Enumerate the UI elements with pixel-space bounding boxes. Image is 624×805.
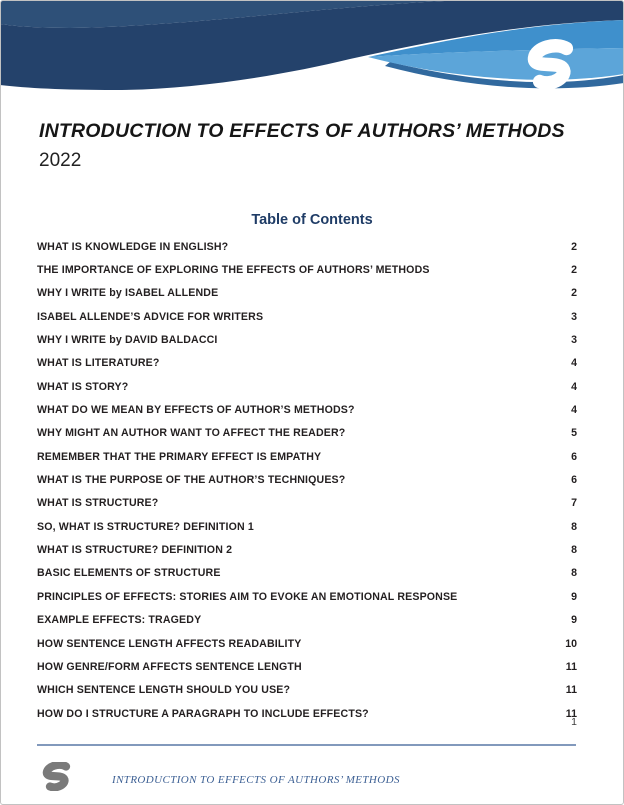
toc-row [37,258,577,281]
footer-divider [37,744,576,746]
page-title: INTRODUCTION TO EFFECTS OF AUTHORS’ METHODS [39,120,565,142]
toc-entry-page: 11 [565,707,577,720]
toc-row [37,702,577,725]
toc-entry-label: WHICH SENTENCE LENGTH SHOULD YOU USE? [37,684,291,697]
toc-row [37,235,577,258]
toc-entry-page: 2 [571,264,577,277]
toc-entry-page: 7 [571,497,577,510]
toc-entry-page: 6 [571,474,577,487]
toc-entry-label: WHY I WRITE by ISABEL ALLENDE [37,287,219,300]
toc-entry-page: 8 [571,520,577,533]
toc-row [37,375,577,398]
toc-row [37,352,577,375]
toc-entry-page: 4 [571,404,577,417]
toc-row [37,282,577,305]
toc-row [37,492,577,515]
toc-entry-label: REMEMBER THAT THE PRIMARY EFFECT IS EMPATHY [37,450,322,463]
toc-entry-label: EXAMPLE EFFECTS: TRAGEDY [37,614,202,627]
toc-row [37,538,577,561]
toc-entry-label: WHY MIGHT AN AUTHOR WANT TO AFFECT THE READER? [37,427,346,440]
toc-row [37,328,577,351]
toc-row [37,609,577,632]
toc-entry-label: HOW SENTENCE LENGTH AFFECTS READABILITY [37,637,302,650]
toc-entry-label: WHAT IS STORY? [37,380,129,393]
footer-s-logo-icon [39,762,77,791]
header-s-logo-icon [533,44,572,85]
toc-entry-page: 2 [571,287,577,300]
page-number: 1 [571,716,577,728]
toc-entry-label: THE IMPORTANCE OF EXPLORING THE EFFECTS OF AUTHORS’ METHODS [37,264,430,277]
toc-entry-label: WHAT DO WE MEAN BY EFFECTS OF AUTHOR’S METHODS? [37,404,355,417]
toc-entry-page: 9 [571,590,577,603]
toc-row [37,398,577,421]
toc-row [37,468,577,491]
toc-row [37,562,577,585]
toc-entry-page: 5 [571,427,577,440]
toc-row [37,445,577,468]
toc-row [37,305,577,328]
toc-entry-page: 4 [571,380,577,393]
toc-heading: Table of Contents [251,212,373,228]
toc-entry-page: 11 [565,684,577,697]
toc-row [37,655,577,678]
toc-entry-page: 8 [571,567,577,580]
toc-row [37,585,577,608]
table-of-contents [37,235,577,725]
page-year: 2022 [39,150,82,171]
toc-entry-page: 2 [571,240,577,253]
toc-entry-label: WHAT IS STRUCTURE? DEFINITION 2 [37,544,233,557]
toc-entry-label: WHAT IS THE PURPOSE OF THE AUTHOR’S TECHNIQUES? [37,474,346,487]
toc-entry-page: 8 [571,544,577,557]
toc-entry-label: WHAT IS KNOWLEDGE IN ENGLISH? [37,240,229,253]
toc-entry-page: 3 [571,334,577,347]
toc-entry-label: ISABEL ALLENDE’S ADVICE FOR WRITERS [37,310,264,323]
toc-row [37,422,577,445]
toc-entry-label: HOW GENRE/FORM AFFECTS SENTENCE LENGTH [37,660,302,673]
toc-row [37,679,577,702]
toc-entry-label: WHY I WRITE by DAVID BALDACCI [37,334,218,347]
toc-entry-page: 9 [571,614,577,627]
toc-row [37,515,577,538]
toc-entry-page: 10 [565,637,577,650]
toc-entry-label: PRINCIPLES OF EFFECTS: STORIES AIM TO EVOKE AN EMOTIONAL RESPONSE [37,590,458,603]
toc-entry-label: WHAT IS LITERATURE? [37,357,160,370]
toc-entry-page: 4 [571,357,577,370]
footer-title: INTRODUCTION TO EFFECTS OF AUTHORS’ METHODS [112,774,400,786]
toc-entry-page: 6 [571,450,577,463]
toc-entry-label: BASIC ELEMENTS OF STRUCTURE [37,567,221,580]
toc-entry-label: SO, WHAT IS STRUCTURE? DEFINITION 1 [37,520,254,533]
toc-entry-label: WHAT IS STRUCTURE? [37,497,159,510]
header-wave-banner [0,0,624,100]
toc-entry-page: 3 [571,310,577,323]
toc-row [37,632,577,655]
toc-entry-page: 11 [565,660,577,673]
toc-entry-label: HOW DO I STRUCTURE A PARAGRAPH TO INCLUDE EFFECTS? [37,707,369,720]
